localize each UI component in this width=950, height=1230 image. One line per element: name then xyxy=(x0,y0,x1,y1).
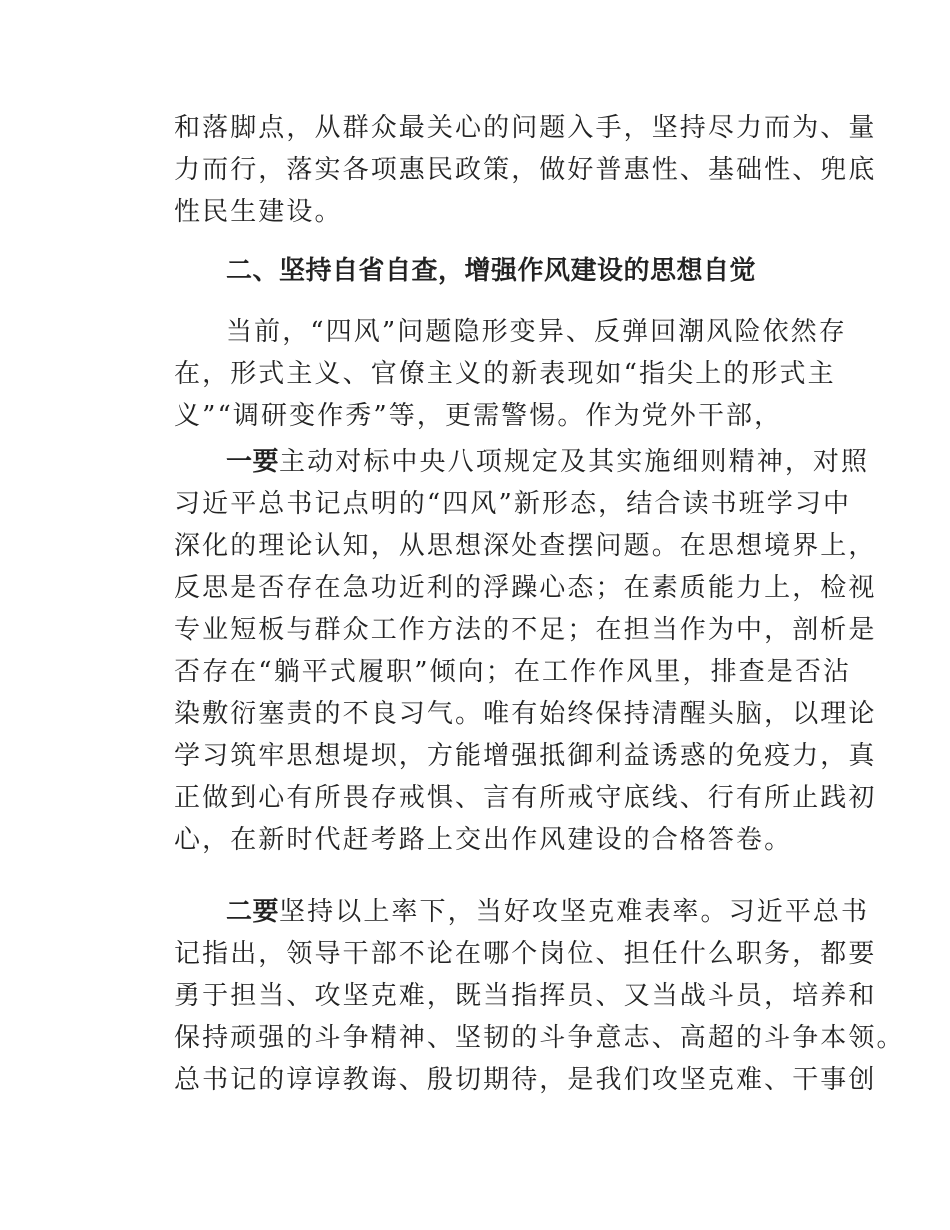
paragraph-line: 总书记的谆谆教诲、殷切期待，是我们攻坚克难、干事创 xyxy=(174,1065,877,1095)
paragraph-current xyxy=(174,311,847,437)
paragraph-line: 力而行，落实各项惠民政策，做好普惠性、基础性、兜底 xyxy=(174,155,877,185)
lead-text: 一要 xyxy=(226,447,280,477)
paragraph-line: 心，在新时代赶考路上交出作风建设的合格答卷。 xyxy=(174,825,793,855)
paragraph-line: 和落脚点，从群众最关心的问题入手，坚持尽力而为、量 xyxy=(174,113,877,143)
paragraph-line: 习近平总书记点明的“四风”新形态，结合读书班学习中 xyxy=(174,489,852,519)
paragraph-first-line xyxy=(174,441,870,483)
paragraph-line: 在，形式主义、官僚主义的新表现如“指尖上的形式主 xyxy=(174,359,836,389)
paragraph-line: 反思是否存在急功近利的浮躁心态；在素质能力上，检视 xyxy=(174,573,877,603)
paragraph-first xyxy=(174,441,877,861)
paragraph-intro xyxy=(174,107,877,233)
paragraph-second xyxy=(174,891,905,1101)
section-heading-block xyxy=(174,250,814,292)
paragraph-line: 染敷衍塞责的不良习气。唯有始终保持清醒头脑，以理论 xyxy=(174,699,877,729)
paragraph-line: 勇于担当、攻坚克难，既当指挥员、又当战斗员，培养和 xyxy=(174,981,877,1011)
lead-text: 二要 xyxy=(226,897,280,927)
paragraph-line: 正做到心有所畏存戒惧、言有所戒守底线、行有所止践初 xyxy=(174,783,877,813)
paragraph-line: 学习筑牢思想堤坝，方能增强抵御利益诱惑的免疫力，真 xyxy=(174,741,877,771)
paragraph-line-text: 主动对标中央八项规定及其实施细则精神，对照 xyxy=(279,447,870,477)
paragraph-line: 义”“调研变作秀”等，更需警惕。作为党外干部， xyxy=(174,401,783,431)
paragraph-line: 保持顽强的斗争精神、坚韧的斗争意志、高超的斗争本领。 xyxy=(174,1023,905,1053)
paragraph-line: 性民生建设。 xyxy=(174,197,343,227)
paragraph-line: 记指出，领导干部不论在哪个岗位、担任什么职务，都要 xyxy=(174,939,877,969)
paragraph-line-text: 坚持以上率下，当好攻坚克难表率。习近平总书 xyxy=(279,897,870,927)
paragraph-line: 否存在“躺平式履职”倾向；在工作作风里，排查是否沾 xyxy=(174,657,852,687)
section-heading: 二、坚持自省自查，增强作风建设的思想自觉 xyxy=(226,256,757,286)
paragraph-line: 当前，“四风”问题隐形变异、反弹回潮风险依然存 xyxy=(226,317,847,347)
paragraph-line: 专业短板与群众工作方法的不足；在担当作为中，剖析是 xyxy=(174,615,877,645)
paragraph-first-line xyxy=(174,891,870,933)
paragraph-line: 深化的理论认知，从思想深处查摆问题。在思想境界上， xyxy=(174,531,877,561)
